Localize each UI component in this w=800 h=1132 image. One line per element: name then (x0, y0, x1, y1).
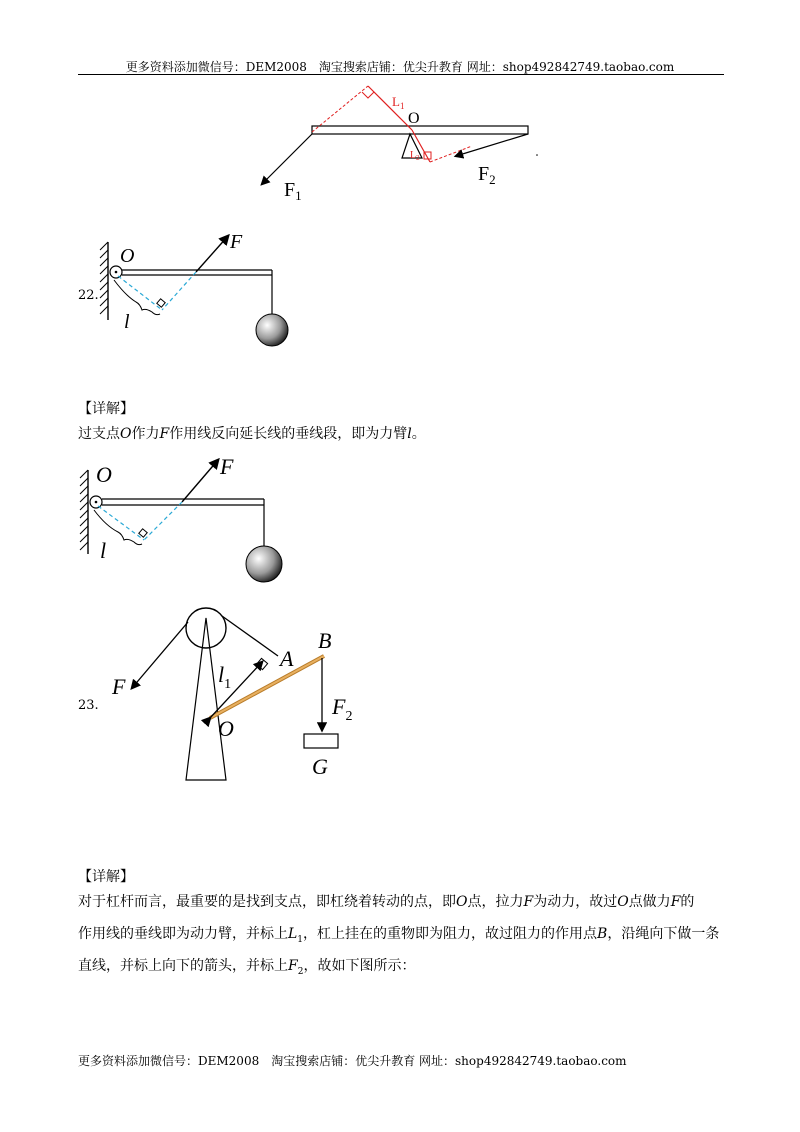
wall-lever-diagram-answer (76, 452, 296, 592)
page-header: 更多资料添加微信号：DEM2008 淘宝搜索店铺：优尖升教育 网址：shop492842749.taobao.com (125, 60, 675, 74)
label-l1: $L_1$ (392, 94, 405, 111)
label-l-22: l (124, 311, 130, 333)
label-f-23: F (112, 674, 126, 699)
force-f-arrow (196, 236, 228, 272)
detail-text-2-line2: 作用线的垂线即为动力臂，并标上$L_1$，杠上挂在的重物即为阻力，故过阻力的作用点B，沿绳向下做一条 (78, 926, 720, 945)
label-f2: $F_2$ (478, 163, 496, 187)
lever-diagram-top (250, 80, 550, 210)
lever-bar (312, 126, 528, 134)
label-b-23: B (318, 628, 332, 653)
label-o-22: O (120, 245, 135, 267)
header-divider (78, 74, 724, 75)
arm-l1 (368, 86, 412, 130)
detail-text-1: 过支点O作力F作用线反向延长线的垂线段，即为力臂l。 (78, 426, 426, 442)
f1-extension (312, 86, 368, 132)
label-g-23: G (312, 754, 328, 779)
force-f-arrow-23 (132, 622, 188, 688)
label-l2: $L_2$ (410, 150, 420, 162)
label-l1-23: $l_1$ (218, 662, 232, 692)
weight-g (304, 734, 338, 748)
detail-text-2-line1: 对于杠杆而言，最重要的是找到支点，即杠绕着转动的点，即O点，拉力F为动力，故过O点做力F的 (78, 894, 695, 910)
detail-text-2-line3: 直线，并标上向下的箭头，并标上$F_2$，故如下图所示： (78, 958, 416, 977)
question-number-23: 23. (78, 698, 99, 713)
force-f2-arrow (456, 134, 528, 156)
detail-heading-2: 【详解】 (78, 869, 134, 885)
label-a-23: A (280, 646, 294, 671)
label-o-answer: O (96, 462, 112, 487)
detail-heading-1: 【详解】 (78, 401, 134, 417)
label-f2-23: $F_2$ (332, 694, 353, 724)
label-o-23: O (218, 716, 234, 741)
label-f-22: F (230, 231, 243, 253)
pulley-lever-diagram-23 (106, 604, 376, 784)
label-f-answer: F (220, 454, 234, 479)
page-footer: 更多资料添加微信号：DEM2008 淘宝搜索店铺：优尖升教育 网址：shop492842749.taobao.com (78, 1054, 627, 1068)
wall-lever-diagram-22 (96, 228, 306, 352)
label-o: O (408, 110, 420, 127)
label-l-answer: l (100, 538, 107, 563)
force-f1-arrow (262, 134, 312, 184)
label-f1: $F_1$ (284, 179, 302, 203)
question-number-22: 22. (78, 288, 99, 303)
